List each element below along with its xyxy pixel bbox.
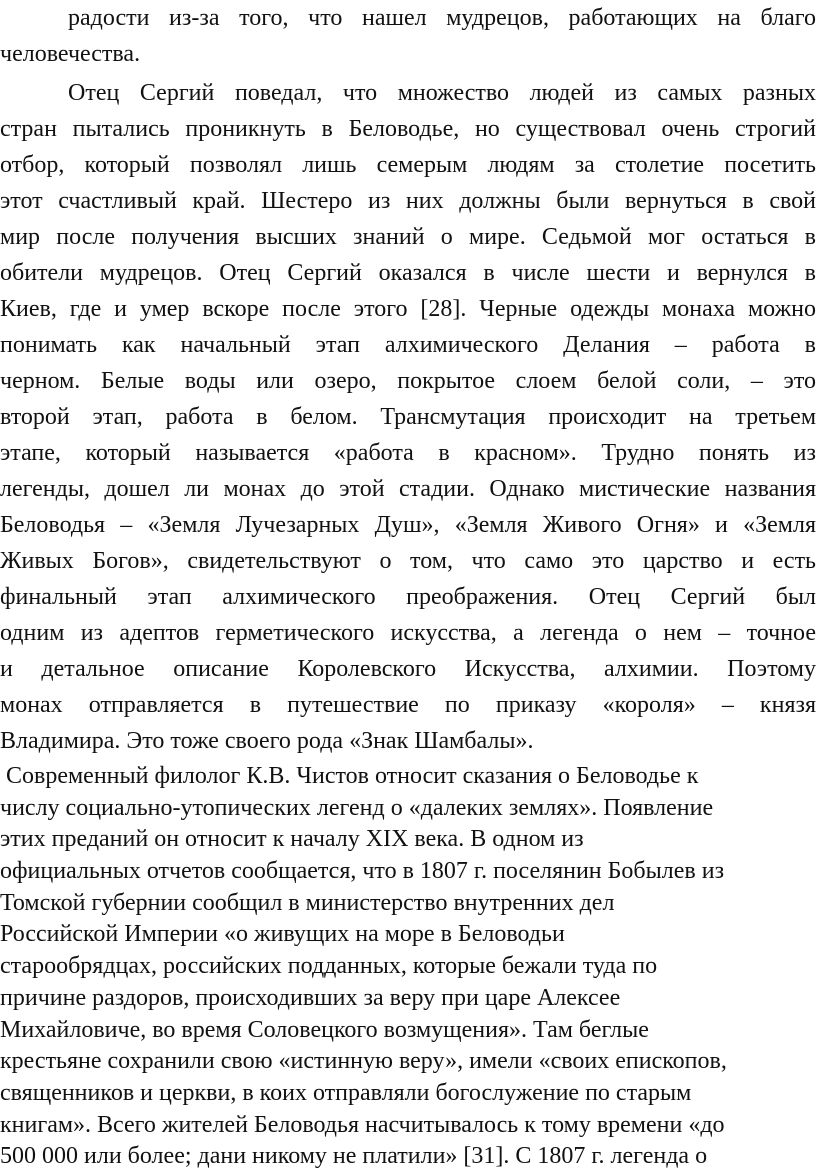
text-line: Живых Богов», свидетельствуют о том, что само это царство и есть xyxy=(0,548,816,574)
text-line: черном. Белые воды или озеро, покрытое слоем белой соли, – это xyxy=(0,368,816,394)
paragraph-continued xyxy=(0,0,816,72)
text-line: этих преданий он относит к началу XIX века. В одном из xyxy=(0,826,584,853)
text-line: этапе, который называется «работа в красном». Трудно понять из xyxy=(0,440,816,466)
text-line: мир после получения высших знаний о мире. Седьмой мог остаться в xyxy=(0,224,816,250)
text-line: отбор, который позволял лишь семерым людям за столетие посетить xyxy=(0,152,816,178)
paragraph-chistov xyxy=(0,761,816,1173)
text-line: обители мудрецов. Отец Сергий оказался в числе шести и вернулся в xyxy=(0,260,816,286)
text-line: книгам». Всего жителей Беловодья насчитывалось к тому времени «до xyxy=(0,1111,725,1138)
text-line: стран пытались проникнуть в Беловодье, но существовал очень строгий xyxy=(0,116,816,142)
text-line: Михайловиче, во время Соловецкого возмущения». Там беглые xyxy=(0,1016,649,1043)
text-line: одним из адептов герметического искусства, а легенда о нем – точное xyxy=(0,620,816,646)
text-line: числу социально-утопических легенд о «далеких землях». Появление xyxy=(0,794,714,821)
text-line: понимать как начальный этап алхимического Делания – работа в xyxy=(0,332,816,358)
text-line: крестьяне сохранили свою «истинную веру», имели «своих епископов, xyxy=(0,1048,727,1075)
text-line: монах отправляется в путешествие по приказу «короля» – князя xyxy=(0,692,816,718)
text-line: старообрядцах, российских подданных, которые бежали туда по xyxy=(0,953,658,980)
text-line: Владимира. Это тоже своего рода «Знак Шамбалы». xyxy=(0,728,534,754)
text-line: человечества. xyxy=(0,41,141,67)
text-line: и детальное описание Королевского Искусства, алхимии. Поэтому xyxy=(0,656,816,682)
text-line: Современный филолог К.В. Чистов относит сказания о Беловодье к xyxy=(0,763,699,789)
text-line: финальный этап алхимического преображения. Отец Сергий был xyxy=(0,584,816,610)
text-line: Отец Сергий поведал, что множество людей из самых разных xyxy=(68,80,816,106)
text-line: легенды, дошел ли монах до этой стадии. Однако мистические названия xyxy=(0,476,816,502)
text-line: Беловодья – «Земля Лучезарных Душ», «Земля Живого Огня» и «Земля xyxy=(0,512,816,538)
text-line: причине раздоров, происходивших за веру при царе Алексее xyxy=(0,984,621,1011)
text-line: священников и церкви, в коих отправляли богослужение по старым xyxy=(0,1079,692,1106)
paragraph-sergiy xyxy=(0,75,816,759)
text-line: Российской Империи «о живущих на море в Беловодьи xyxy=(0,921,565,948)
text-line: 500 000 или более; дани никому не платили» [31]. С 1807 г. легенда о xyxy=(0,1143,708,1170)
text-line: Киев, где и умер вскоре после этого [28]. Черные одежды монаха можно xyxy=(0,296,816,322)
text-line: радости из-за того, что нашел мудрецов, работающих на благо xyxy=(68,5,816,31)
text-line: официальных отчетов сообщается, что в 1807 г. поселянин Бобылев из xyxy=(0,858,725,885)
text-line: Томской губернии сообщил в министерство внутренних дел xyxy=(0,889,615,916)
text-line: второй этап, работа в белом. Трансмутация происходит на третьем xyxy=(0,404,816,430)
text-line: этот счастливый край. Шестеро из них должны были вернуться в свой xyxy=(0,188,816,214)
